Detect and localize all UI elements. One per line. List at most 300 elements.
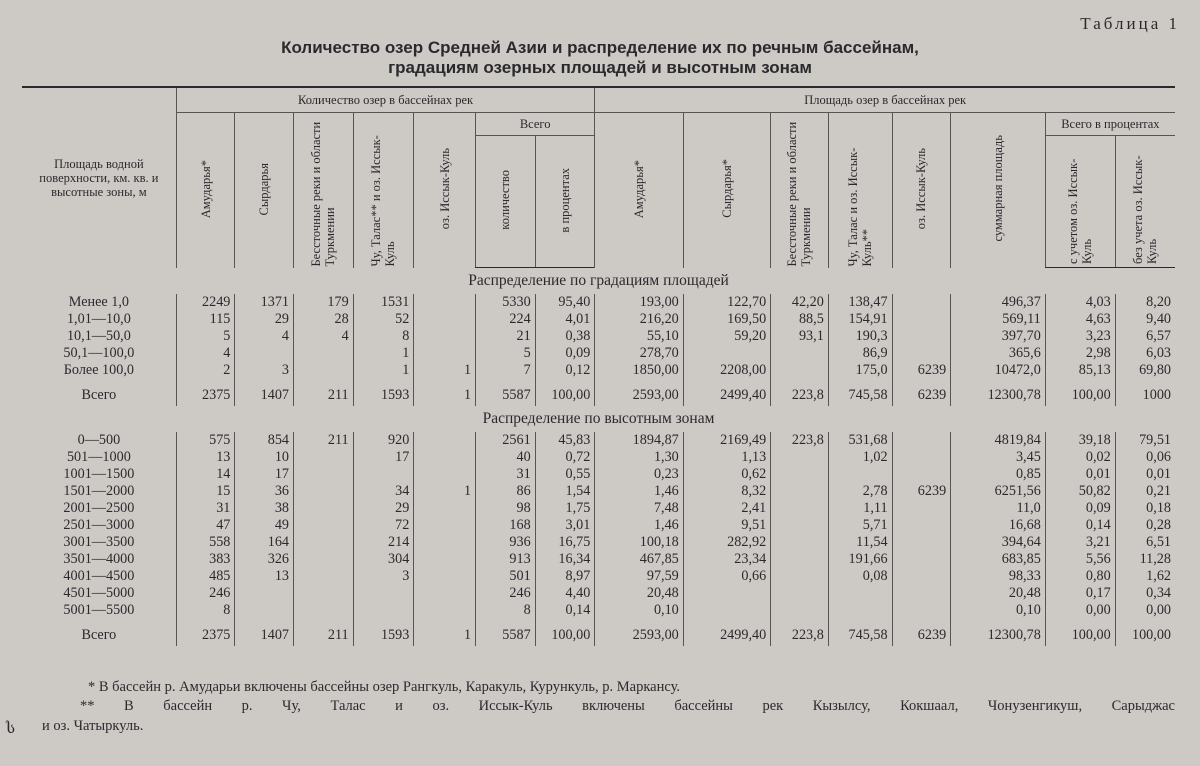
table-cell: 936 (476, 534, 536, 551)
table-cell (828, 585, 892, 602)
table-row (22, 432, 1175, 449)
table-row (22, 585, 1175, 602)
table-cell: 0,08 (828, 568, 892, 585)
table-cell (892, 328, 951, 345)
table-cell (294, 500, 354, 517)
table-row (22, 294, 1175, 311)
table-cell: 21 (476, 328, 536, 345)
table-cell: 13 (235, 568, 294, 585)
table-cell (414, 517, 476, 534)
table-cell: 216,20 (595, 311, 683, 328)
table-cell (235, 585, 294, 602)
col-area-syrdarya: Сырдарья* (683, 113, 770, 268)
table-cell: 16,34 (535, 551, 595, 568)
table-cell: 138,47 (828, 294, 892, 311)
row-label: 3501—4000 (63, 551, 135, 567)
footnote-2: ** В бассейн р. Чу, Талас и оз. Иссык-Куль включены бассейны рек Кызылсу, Кокшаал, Чонузенгикуш, Сарыджас (80, 698, 1175, 714)
table-cell: 8,32 (683, 483, 770, 500)
table-cell (771, 345, 829, 362)
table-row (22, 534, 1175, 551)
table-cell: 558 (176, 534, 235, 551)
table-cell: 29 (235, 311, 294, 328)
table-cell (414, 345, 476, 362)
table-cell: 0,17 (1045, 585, 1115, 602)
table-cell: 59,20 (683, 328, 770, 345)
table-cell: 854 (235, 432, 294, 449)
table-cell: 1,13 (683, 449, 770, 466)
table-cell: 1 (353, 345, 414, 362)
table-cell: 2561 (476, 432, 536, 449)
table-cell: 1,62 (1115, 568, 1175, 585)
table-cell (892, 449, 951, 466)
col-area-turkmenia: Бессточные реки и области Туркмении (771, 113, 829, 268)
table-cell: 7,48 (595, 500, 683, 517)
table-cell: 8,20 (1115, 294, 1175, 311)
table-cell: 6239 (892, 483, 951, 500)
table-cell: 282,92 (683, 534, 770, 551)
table-cell: 2,78 (828, 483, 892, 500)
table-cell (683, 602, 770, 619)
table-cell: 4819,84 (951, 432, 1046, 449)
table-cell: 7 (476, 362, 536, 379)
col-count-syrdarya: Сырдарья (235, 113, 294, 268)
table-cell: 496,37 (951, 294, 1046, 311)
table-cell (353, 602, 414, 619)
lakes-table (22, 86, 1175, 646)
table-cell (892, 602, 951, 619)
table-cell: 14 (176, 466, 235, 483)
table-cell (414, 500, 476, 517)
table-cell: 920 (353, 432, 414, 449)
table-cell: 95,40 (535, 294, 595, 311)
table-cell: 100,00 (535, 379, 595, 406)
table-cell (683, 345, 770, 362)
table-cell (771, 500, 829, 517)
table-cell: 72 (353, 517, 414, 534)
table-row (22, 311, 1175, 328)
title-line-2: градациям озерных площадей и высотным зонам (388, 58, 812, 77)
table-cell: 1371 (235, 294, 294, 311)
page-number: ს (6, 721, 16, 737)
table-cell: 12300,78 (951, 619, 1046, 646)
table-cell: 122,70 (683, 294, 770, 311)
table-cell: 0,21 (1115, 483, 1175, 500)
table-cell: 2 (176, 362, 235, 379)
table-cell: 12300,78 (951, 379, 1046, 406)
table-cell: 1593 (353, 619, 414, 646)
table-cell: 69,80 (1115, 362, 1175, 379)
table-row (22, 568, 1175, 585)
table-cell: 683,85 (951, 551, 1046, 568)
row-label: 2001—2500 (63, 500, 135, 516)
table-cell: 4,63 (1045, 311, 1115, 328)
table-cell: 0,00 (1115, 602, 1175, 619)
table-cell: 8 (476, 602, 536, 619)
table-cell: 4 (176, 345, 235, 362)
table-cell: 1407 (235, 379, 294, 406)
table-cell (353, 466, 414, 483)
table-cell: 50,82 (1045, 483, 1115, 500)
table-cell: 34 (353, 483, 414, 500)
table-cell: 0,72 (535, 449, 595, 466)
table-row (22, 500, 1175, 517)
table-cell: 1 (414, 619, 476, 646)
table-cell: 745,58 (828, 619, 892, 646)
pct-group-header: Всего в процентах (1045, 113, 1175, 136)
table-cell (892, 568, 951, 585)
col-count-turkmenia: Бессточные реки и области Туркмении (294, 113, 354, 268)
table-cell (771, 517, 829, 534)
col-count-chu-talas: Чу, Талас** и оз. Иссык-Куль (353, 113, 414, 268)
row-label: 5001—5500 (63, 602, 135, 618)
table-cell: 191,66 (828, 551, 892, 568)
table-cell: 6239 (892, 362, 951, 379)
table-cell: 5,71 (828, 517, 892, 534)
table-cell (414, 449, 476, 466)
table-cell: 6,51 (1115, 534, 1175, 551)
table-cell: 13 (176, 449, 235, 466)
table-cell (892, 294, 951, 311)
table-cell: 4,03 (1045, 294, 1115, 311)
table-cell: 501 (476, 568, 536, 585)
table-cell: 154,91 (828, 311, 892, 328)
table-cell: 17 (353, 449, 414, 466)
table-cell: 2593,00 (595, 379, 683, 406)
table-cell: 246 (176, 585, 235, 602)
table-cell: 4 (294, 328, 354, 345)
table-cell: 575 (176, 432, 235, 449)
table-cell: 1,46 (595, 483, 683, 500)
table-cell: 10 (235, 449, 294, 466)
table-row (22, 517, 1175, 534)
col-pct-without-issyk: без учета оз. Иссык-Куль (1115, 136, 1175, 268)
table-cell: 0,02 (1045, 449, 1115, 466)
table-cell: 383 (176, 551, 235, 568)
row-label: 2501—3000 (63, 517, 135, 533)
table-cell: 3,21 (1045, 534, 1115, 551)
table-cell: 397,70 (951, 328, 1046, 345)
table-cell: 6239 (892, 619, 951, 646)
table-cell: 5,56 (1045, 551, 1115, 568)
table-cell: 40 (476, 449, 536, 466)
table-cell (892, 466, 951, 483)
table-cell: 2375 (176, 619, 235, 646)
table-cell (771, 585, 829, 602)
table-cell: 1,11 (828, 500, 892, 517)
table-row (22, 345, 1175, 362)
table-cell: 6,57 (1115, 328, 1175, 345)
row-label: 50,1—100,0 (63, 345, 135, 361)
table-cell (771, 362, 829, 379)
table-cell: 2499,40 (683, 379, 770, 406)
table-cell: 23,34 (683, 551, 770, 568)
table-cell: 2375 (176, 379, 235, 406)
table-cell: 0,14 (535, 602, 595, 619)
table-row (22, 483, 1175, 500)
table-cell (771, 483, 829, 500)
table-cell: 0,12 (535, 362, 595, 379)
table-cell: 1407 (235, 619, 294, 646)
table-cell: 394,64 (951, 534, 1046, 551)
table-cell: 211 (294, 619, 354, 646)
row-label: 10,1—50,0 (66, 328, 131, 344)
section-title-areas: Распределение по градациям площадей (468, 272, 729, 289)
table-cell: 85,13 (1045, 362, 1115, 379)
row-label: 0—500 (77, 432, 121, 448)
table-cell: 11,54 (828, 534, 892, 551)
table-cell: 8 (353, 328, 414, 345)
table-cell: 0,80 (1045, 568, 1115, 585)
table-cell (771, 449, 829, 466)
table-cell: 1 (414, 379, 476, 406)
col-area-chu-talas: Чу, Талас и оз. Иссык-Куль** (828, 113, 892, 268)
table-cell: 93,1 (771, 328, 829, 345)
table-cell: 15 (176, 483, 235, 500)
table-cell: 100,00 (1045, 619, 1115, 646)
table-cell: 100,18 (595, 534, 683, 551)
row-label: 1,01—10,0 (66, 311, 131, 327)
table-title (0, 38, 1200, 78)
table-cell: 0,55 (535, 466, 595, 483)
table-cell (353, 585, 414, 602)
table-cell (414, 432, 476, 449)
table-cell (294, 466, 354, 483)
table-row (22, 362, 1175, 379)
table-cell (294, 602, 354, 619)
table-cell: 5587 (476, 379, 536, 406)
table-cell (294, 362, 354, 379)
table-cell (892, 500, 951, 517)
table-cell (892, 517, 951, 534)
row-label: Всего (81, 627, 117, 643)
table-cell: 0,18 (1115, 500, 1175, 517)
table-cell: 745,58 (828, 379, 892, 406)
table-cell: 169,50 (683, 311, 770, 328)
table-cell: 98 (476, 500, 536, 517)
table-cell (235, 345, 294, 362)
table-cell: 115 (176, 311, 235, 328)
table-cell: 214 (353, 534, 414, 551)
table-cell: 9,40 (1115, 311, 1175, 328)
table-cell: 17 (235, 466, 294, 483)
table-cell: 223,8 (771, 379, 829, 406)
table-cell: 8 (176, 602, 235, 619)
total-group-header: Всего (476, 113, 595, 136)
table-cell: 0,00 (1045, 602, 1115, 619)
table-cell: 79,51 (1115, 432, 1175, 449)
row-label: 1001—1500 (63, 466, 135, 482)
table-cell: 5 (176, 328, 235, 345)
table-cell (414, 311, 476, 328)
table-cell: 100,00 (535, 619, 595, 646)
table-cell: 49 (235, 517, 294, 534)
table-cell (892, 311, 951, 328)
table-cell: 0,10 (951, 602, 1046, 619)
table-cell: 175,0 (828, 362, 892, 379)
table-cell: 1894,87 (595, 432, 683, 449)
table-cell (414, 602, 476, 619)
row-label: Менее 1,0 (68, 294, 129, 310)
table-cell: 39,18 (1045, 432, 1115, 449)
table-cell: 1531 (353, 294, 414, 311)
table-cell: 0,14 (1045, 517, 1115, 534)
table-cell: 3 (235, 362, 294, 379)
table-cell: 36 (235, 483, 294, 500)
row-label: Более 100,0 (63, 362, 134, 378)
count-group-header: Количество озер в бассейнах рек (176, 87, 595, 113)
table-cell (294, 483, 354, 500)
table-cell: 1000 (1115, 379, 1175, 406)
table-cell (771, 602, 829, 619)
table-cell: 42,20 (771, 294, 829, 311)
table-cell: 55,10 (595, 328, 683, 345)
table-cell: 365,6 (951, 345, 1046, 362)
table-cell: 11,28 (1115, 551, 1175, 568)
footnote-3: и оз. Чатыркуль. (42, 718, 144, 734)
table-cell: 45,83 (535, 432, 595, 449)
table-cell (294, 568, 354, 585)
table-cell: 0,01 (1115, 466, 1175, 483)
table-cell: 2169,49 (683, 432, 770, 449)
row-label: 3001—3500 (63, 534, 135, 550)
title-line-1: Количество озер Средней Азии и распределение их по речным бассейнам, (281, 38, 919, 57)
table-cell: 278,70 (595, 345, 683, 362)
table-cell: 0,01 (1045, 466, 1115, 483)
table-cell: 0,09 (1045, 500, 1115, 517)
table-cell: 4,40 (535, 585, 595, 602)
table-cell (828, 602, 892, 619)
table-cell: 52 (353, 311, 414, 328)
col-pct-with-issyk: с учетом оз. Иссык-Куль (1045, 136, 1115, 268)
table-cell: 0,38 (535, 328, 595, 345)
table-cell: 11,0 (951, 500, 1046, 517)
table-cell: 16,75 (535, 534, 595, 551)
table-cell: 1 (414, 483, 476, 500)
table-cell: 9,51 (683, 517, 770, 534)
table-cell: 4,01 (535, 311, 595, 328)
table-cell: 6239 (892, 379, 951, 406)
row-label: 4501—5000 (63, 585, 135, 601)
table-cell: 29 (353, 500, 414, 517)
table-cell: 326 (235, 551, 294, 568)
table-cell: 5330 (476, 294, 536, 311)
table-cell: 223,8 (771, 432, 829, 449)
table-cell: 2208,00 (683, 362, 770, 379)
table-cell: 97,59 (595, 568, 683, 585)
table-cell: 1 (414, 362, 476, 379)
table-cell: 168 (476, 517, 536, 534)
col-area-amudarya: Амударья* (595, 113, 683, 268)
table-cell: 1,75 (535, 500, 595, 517)
table-cell (414, 568, 476, 585)
table-cell (892, 534, 951, 551)
section-title-altitude: Распределение по высотным зонам (482, 410, 715, 427)
col-total-count: количество (476, 136, 536, 268)
table-cell (892, 345, 951, 362)
table-cell (414, 534, 476, 551)
table-cell (294, 534, 354, 551)
table-cell: 0,66 (683, 568, 770, 585)
table-cell: 164 (235, 534, 294, 551)
table-cell: 0,10 (595, 602, 683, 619)
table-cell: 16,68 (951, 517, 1046, 534)
table-cell: 10472,0 (951, 362, 1046, 379)
row-label: 4001—4500 (63, 568, 135, 584)
table-row (22, 449, 1175, 466)
table-cell: 211 (294, 379, 354, 406)
table-cell: 223,8 (771, 619, 829, 646)
table-row (22, 466, 1175, 483)
table-cell: 3 (353, 568, 414, 585)
table-cell: 4 (235, 328, 294, 345)
table-cell: 1593 (353, 379, 414, 406)
table-cell (892, 432, 951, 449)
table-cell: 86 (476, 483, 536, 500)
table-cell: 5 (476, 345, 536, 362)
table-cell: 304 (353, 551, 414, 568)
table-cell (771, 551, 829, 568)
table-cell: 211 (294, 432, 354, 449)
table-cell: 1 (353, 362, 414, 379)
table-cell: 2,41 (683, 500, 770, 517)
table-cell: 1,54 (535, 483, 595, 500)
table-cell: 28 (294, 311, 354, 328)
table-cell (294, 551, 354, 568)
table-cell: 2499,40 (683, 619, 770, 646)
total-row (22, 379, 1175, 406)
table-cell (414, 585, 476, 602)
table-cell: 467,85 (595, 551, 683, 568)
table-cell: 0,34 (1115, 585, 1175, 602)
area-group-header: Площадь озер в бассейнах рек (595, 87, 1175, 113)
table-cell: 0,23 (595, 466, 683, 483)
table-cell (414, 466, 476, 483)
table-cell (828, 466, 892, 483)
table-cell (683, 585, 770, 602)
table-cell: 3,45 (951, 449, 1046, 466)
table-cell: 531,68 (828, 432, 892, 449)
table-cell: 47 (176, 517, 235, 534)
table-cell: 98,33 (951, 568, 1046, 585)
table-cell (771, 568, 829, 585)
table-cell: 31 (176, 500, 235, 517)
table-cell: 1,46 (595, 517, 683, 534)
table-cell (892, 551, 951, 568)
row-label: 501—1000 (66, 449, 131, 465)
stub-header: Площадь водной поверхности, км. кв. и высотные зоны, м (39, 156, 159, 199)
row-label: Всего (81, 387, 117, 403)
table-cell: 38 (235, 500, 294, 517)
table-cell: 3,01 (535, 517, 595, 534)
col-area-sum: суммарная площадь (951, 113, 1046, 268)
table-row (22, 328, 1175, 345)
col-area-issyk-kul: оз. Иссык-Куль (892, 113, 951, 268)
table-number-label: Таблица 1 (1080, 14, 1180, 33)
table-cell: 3,23 (1045, 328, 1115, 345)
table-cell: 0,28 (1115, 517, 1175, 534)
table-cell: 6,03 (1115, 345, 1175, 362)
table-cell: 485 (176, 568, 235, 585)
table-cell (771, 466, 829, 483)
table-cell: 0,09 (535, 345, 595, 362)
table-cell (294, 345, 354, 362)
table-cell: 224 (476, 311, 536, 328)
total-row (22, 619, 1175, 646)
table-cell: 88,5 (771, 311, 829, 328)
table-row (22, 551, 1175, 568)
table-cell: 100,00 (1045, 379, 1115, 406)
table-cell: 913 (476, 551, 536, 568)
